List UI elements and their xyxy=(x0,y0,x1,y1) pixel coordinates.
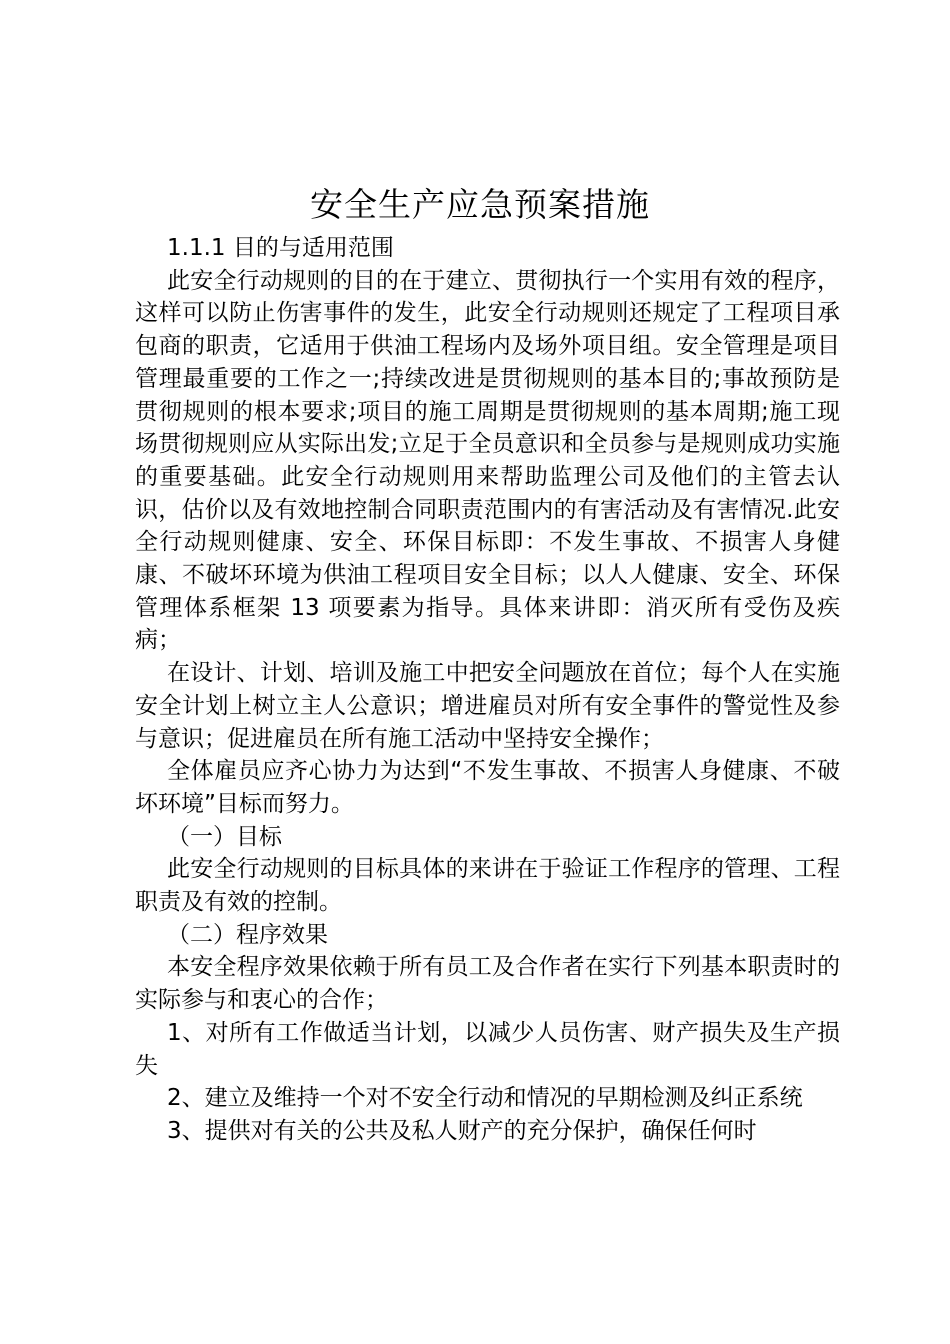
paragraph-goal: 此安全行动规则的目标具体的来讲在于验证工作程序的管理、工程职责及有效的控制。 xyxy=(135,856,840,916)
list-item-3: 3、提供对有关的公共及私人财产的充分保护，确保任何时 xyxy=(167,1117,757,1144)
list-item-1: 1、对所有工作做适当计划，以减少人员伤害、财产损失及生产损失 xyxy=(135,1019,840,1079)
section-heading-program-effect: （二）程序效果 xyxy=(167,921,328,948)
paragraph-safety-priority: 在设计、计划、培训及施工中把安全问题放在首位；每个人在实施安全计划上树立主人公意识；增进雇员对所有安全事件的警觉性及参与意识；促进雇员在所有施工活动中坚持安全操作； xyxy=(135,660,840,752)
paragraph-all-employees: 全体雇员应齐心协力为达到“不发生事故、不损害人身健康、不破坏环境”目标而努力。 xyxy=(135,758,840,817)
list-item-2: 2、建立及维持一个对不安全行动和情况的早期检测及纠正系统 xyxy=(167,1085,803,1112)
paragraph-program-effect: 本安全程序效果依赖于所有员工及合作者在实行下列基本职责时的实际参与和衷心的合作； xyxy=(135,954,840,1014)
document-title: 安全生产应急预案措施 xyxy=(310,185,650,224)
section-heading-goal: （一）目标 xyxy=(167,823,282,850)
document-body xyxy=(135,232,840,1148)
paragraph-purpose: 此安全行动规则的目的在于建立、贯彻执行一个实用有效的程序，这样可以防止伤害事件的发生，此安全行动规则还规定了工程项目承包商的职责，它适用于供油工程场内及场外项目组。安全管理是项目管理最重要的工作之一;持续改进是贯彻规则的基本目的;事故预防是贯彻规则的根本要求;项目的施工周期是贯彻规则的基本周期;施工现场贯彻规则应从实际出发;立足于全员意识和全员参与是规则成功实施的重要基础。此安全行动规则用来帮助监理公司及他们的主管去认识，估价以及有效地控制合同职责范围内的有害活动及有害情况.此安全行动规则健康、安全、环保目标即：不发生事故、不损害人身健康、不破坏环境为供油工程项目安全目标；以人人健康、安全、环保管理体系框架 13 项要素为指导。具体来讲即：消灭所有受伤及疾病； xyxy=(135,267,840,654)
section-heading-purpose-scope: 1.1.1 目的与适用范围 xyxy=(167,235,394,261)
